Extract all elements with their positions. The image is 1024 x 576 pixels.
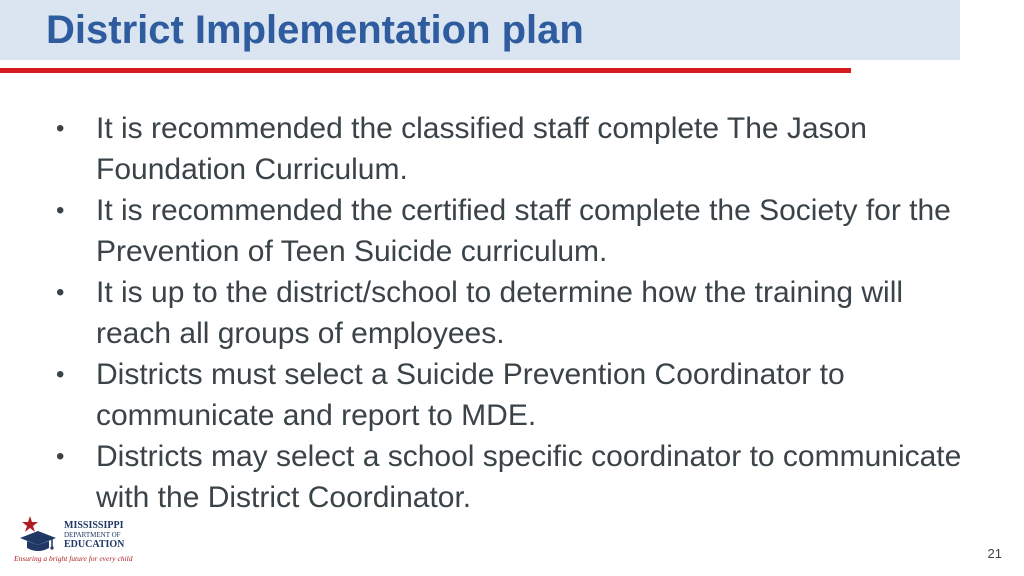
page-number: 21 [987,546,1002,561]
bullet-item [56,190,976,272]
bullet-mark: • [56,115,65,142]
slide-title: District Implementation plan [46,8,584,52]
graduation-cap-star-icon [16,514,56,554]
logo-wordmark [64,520,124,550]
bullet-mark: • [56,361,65,388]
bullet-item [56,272,976,354]
logo-line-mississippi: MISSISSIPPI [64,520,124,531]
bullet-item [56,108,976,190]
bullet-text: It is recommended the classified staff complete The Jason Foundation Curriculum. [96,112,867,186]
bullet-item [56,354,976,436]
mde-logo [14,514,132,566]
bullet-mark: • [56,279,65,306]
bullet-list [56,108,976,518]
logo-line-education: EDUCATION [64,539,125,550]
title-underline-rule [0,68,851,73]
bullet-mark: • [56,443,65,470]
bullet-text: Districts must select a Suicide Prevention Coordinator to communicate and report to MDE. [96,358,845,432]
bullet-text: Districts may select a school specific coordinator to communicate with the District Coordinator. [96,440,962,514]
logo-tagline: Ensuring a bright future for every child [14,554,133,563]
title-bar [0,0,960,60]
bullet-text: It is up to the district/school to determine how the training will reach all groups of employees. [96,276,904,350]
bullet-mark: • [56,197,65,224]
bullet-text: It is recommended the certified staff complete the Society for the Prevention of Teen Suicide curriculum. [96,194,951,268]
logo-line-department: DEPARTMENT OF [64,531,121,539]
bullet-item [56,436,976,518]
